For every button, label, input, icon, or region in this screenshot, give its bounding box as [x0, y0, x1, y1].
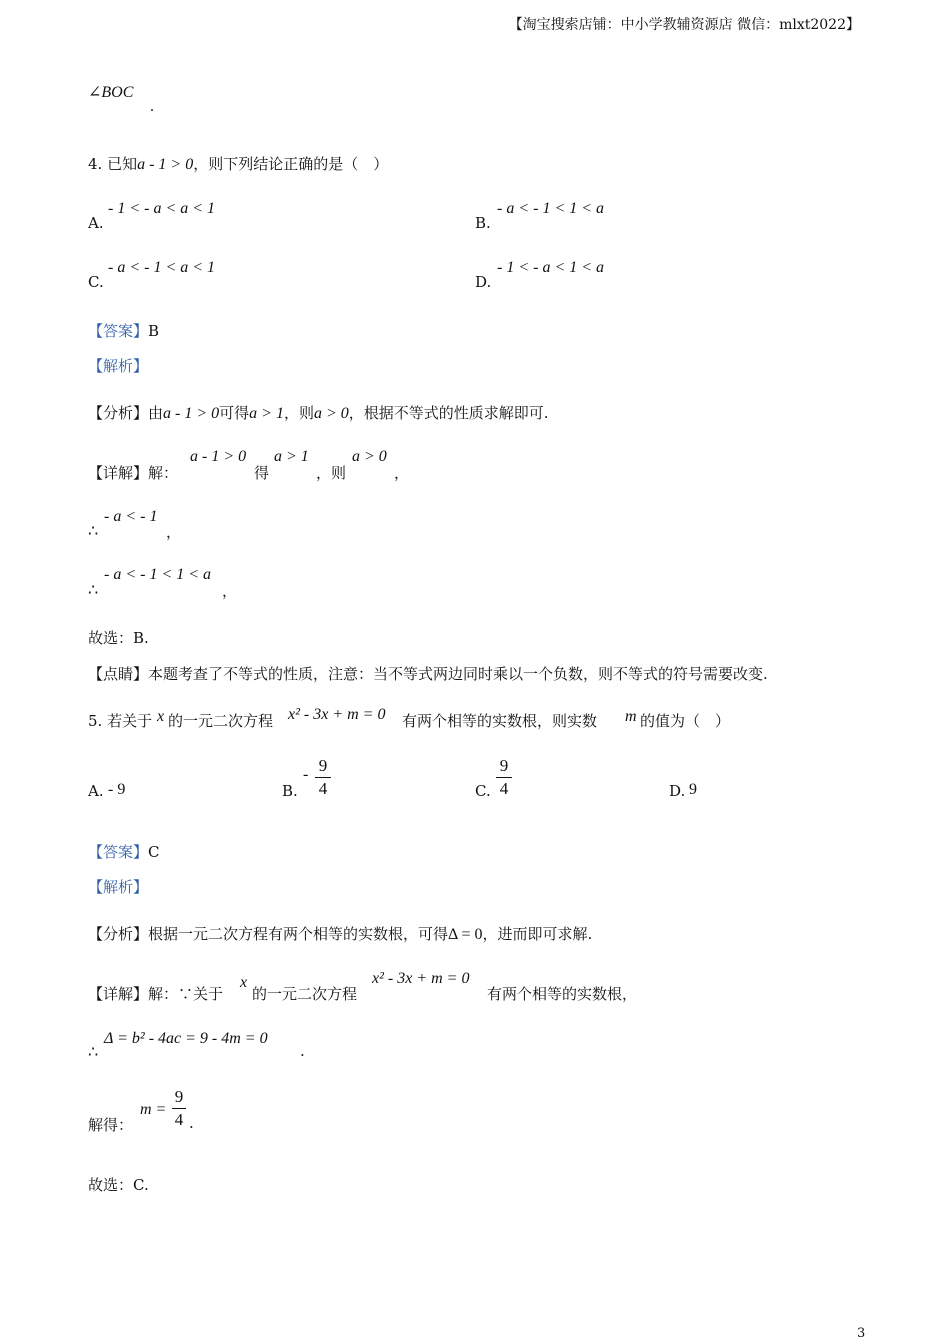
q4-option-a-label: A.: [88, 214, 104, 232]
q4-detail-text4: ，: [394, 464, 410, 482]
q5-stem-eq: x² - 3x + m = 0: [288, 706, 386, 723]
q5-detail-text1: 解：∵关于: [148, 985, 224, 1003]
q4-detail-tag: 【详解】: [88, 464, 149, 482]
prev-period: .: [150, 98, 154, 115]
q5-option-a-value: - 9: [108, 781, 126, 798]
q5-analysis-tag: 【解析】: [88, 878, 149, 896]
q5-stem-m: m: [625, 708, 637, 725]
q4-detail-m3: a > 0: [352, 448, 387, 465]
q5-solve-num: 9: [174, 1087, 184, 1106]
q5-stem-suffix: 的值为（ ）: [640, 712, 731, 730]
q5-step1-math: Δ = b² - 4ac = 9 - 4m = 0: [104, 1030, 268, 1047]
q4-option-c-label: C.: [88, 273, 104, 291]
q5-fenxi-text1: 根据一元二次方程有两个相等的实数根，可得: [148, 925, 449, 943]
q5-option-b-fraction: [315, 756, 331, 799]
q5-solve-lhs: m =: [140, 1101, 167, 1118]
q4-fenxi-text2: 可得: [219, 404, 250, 422]
q5-detail-eq: x² - 3x + m = 0: [372, 970, 470, 987]
q5-answer-tag: 【答案】: [88, 843, 149, 861]
q4-step2-end: ，: [222, 582, 238, 600]
q4-option-d-label: D.: [475, 273, 492, 291]
q4-dianjing-tag: 【点睛】: [88, 665, 149, 683]
q5-choice: 故选：C.: [88, 1176, 149, 1194]
q5-option-d-label: D.: [669, 782, 686, 800]
q4-detail-text2: 得: [254, 464, 270, 482]
q5-solve-den: 4: [174, 1110, 184, 1129]
q4-detail-m2: a > 1: [274, 448, 309, 465]
q4-answer-value: B: [148, 322, 160, 340]
page-header: 【淘宝搜索店铺：中小学教辅资源店 微信：mlxt2022】: [508, 17, 860, 33]
q4-fenxi-m3: a > 0: [313, 405, 349, 422]
q5-step1-end: .: [300, 1042, 305, 1060]
q4-option-b-math: - a < - 1 < 1 < a: [497, 200, 605, 217]
q4-stem-prefix: 4. 已知: [88, 155, 138, 173]
q5-fenxi: [88, 923, 592, 944]
q5-stem-mid: 的一元二次方程: [168, 712, 274, 730]
q4-fenxi-tag: 【分析】: [88, 404, 149, 422]
q5-stem-x: x: [157, 708, 165, 725]
q5-option-c-den: 4: [499, 779, 509, 798]
q5-answer-value: C: [148, 843, 160, 861]
prev-angle: ∠BOC: [88, 84, 134, 101]
q4-fenxi-text4: ，根据不等式的性质求解即可.: [348, 404, 549, 422]
q5-option-a-label: A.: [88, 782, 104, 800]
q5-fenxi-m1: Δ = 0: [448, 926, 483, 943]
q5-option-b-den: 4: [318, 779, 328, 798]
q4-detail-m1: a - 1 > 0: [190, 448, 247, 465]
q5-step1-therefore-icon: ∴: [88, 1042, 99, 1061]
q5-solve-fraction: [172, 1087, 186, 1130]
q5-option-b-label: B.: [282, 782, 298, 800]
q5-option-b-num: 9: [318, 756, 328, 775]
q4-fenxi-text1: 由: [148, 404, 164, 422]
q4-option-c-math: - a < - 1 < a < 1: [108, 259, 216, 276]
q4-analysis-tag: 【解析】: [88, 357, 149, 375]
q4-step2-math: - a < - 1 < 1 < a: [104, 566, 212, 583]
q5-fenxi-tag: 【分析】: [88, 925, 149, 943]
q5-option-c-num: 9: [499, 756, 509, 775]
q5-stem-mid2: 有两个相等的实数根，则实数: [402, 712, 598, 730]
q4-detail-text1: 解：: [148, 464, 179, 482]
q5-detail-text3: 有两个相等的实数根，: [487, 985, 638, 1003]
q4-fenxi-text3: ，则: [283, 404, 314, 422]
q4-step1-end: ，: [166, 523, 182, 541]
q4-answer-tag: 【答案】: [88, 322, 149, 340]
q5-solve-bar: [172, 1108, 186, 1109]
q5-option-d-value: 9: [689, 781, 697, 798]
q4-option-b-label: B.: [475, 214, 491, 232]
q4-step1-math: - a < - 1: [104, 508, 158, 525]
q5-solve-end: .: [189, 1114, 194, 1132]
q4-stem-suffix: ，则下列结论正确的是（ ）: [193, 155, 389, 173]
q4-step1-therefore-icon: ∴: [88, 521, 99, 540]
q5-option-b-bar: [315, 777, 331, 778]
q5-option-c-bar: [496, 777, 512, 778]
q5-stem-prefix: 5. 若关于: [88, 712, 153, 730]
q5-option-b-sign: -: [303, 766, 309, 783]
q4-stem-math: a - 1 > 0: [137, 156, 194, 173]
q4-fenxi-m2: a > 1: [249, 405, 284, 422]
q4-stem: [88, 153, 388, 174]
q4-answer: [88, 320, 159, 341]
q4-option-a-math: - 1 < - a < a < 1: [108, 200, 216, 217]
q5-detail-x: x: [240, 974, 248, 991]
q4-dianjing-text: 本题考查了不等式的性质，注意：当不等式两边同时乘以一个负数，则不等式的符号需要改变.: [148, 665, 768, 683]
q4-fenxi-m1: a - 1 > 0: [163, 405, 220, 422]
q5-detail-tag: 【详解】: [88, 985, 149, 1003]
page-number: 3: [857, 1326, 866, 1341]
q4-choice: 故选：B.: [88, 629, 149, 647]
q5-detail-text2: 的一元二次方程: [252, 985, 358, 1003]
q5-solve-text: 解得：: [88, 1116, 134, 1134]
q4-step2-therefore-icon: ∴: [88, 580, 99, 599]
q5-option-c-label: C.: [475, 782, 491, 800]
q4-detail-text3: ，则: [316, 464, 347, 482]
q5-answer: [88, 841, 160, 862]
q4-option-d-math: - 1 < - a < 1 < a: [497, 259, 605, 276]
q5-option-c-fraction: [496, 756, 512, 799]
q5-fenxi-text2: ，进而即可求解.: [482, 925, 593, 943]
q4-dianjing: [88, 663, 768, 684]
q4-fenxi: [88, 402, 549, 423]
